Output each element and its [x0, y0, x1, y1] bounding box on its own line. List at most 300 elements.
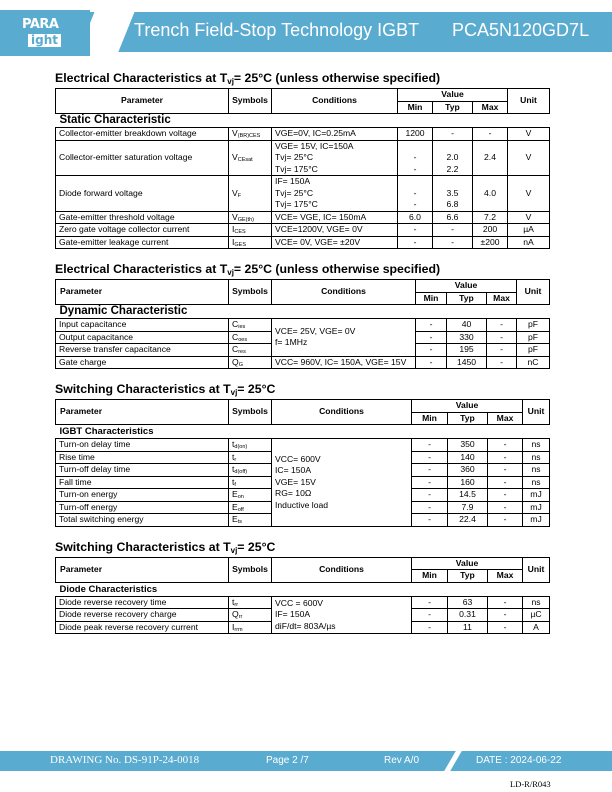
typ-value: 1450 — [456, 356, 477, 367]
section-title-suffix: = 25°C — [237, 382, 276, 396]
logo-text-bottom: ight — [28, 34, 61, 47]
typ-value: 140 — [460, 451, 475, 462]
max-cell: - — [488, 476, 523, 489]
typ-cell — [447, 344, 487, 357]
min-cell — [416, 331, 447, 344]
unit-cell: mJ — [523, 514, 550, 527]
symbol-base: Q — [232, 356, 239, 367]
symbol-cell — [229, 476, 272, 489]
unit-cell: A — [523, 621, 550, 634]
symbol-cell — [229, 489, 272, 502]
header-value: Value — [412, 557, 523, 570]
typ-cell — [448, 489, 488, 502]
unit-cell: pF — [517, 344, 550, 357]
header-parameter: Parameter — [56, 89, 229, 114]
symbol-cell — [229, 621, 272, 634]
max-cell: - — [487, 356, 517, 369]
header-conditions: Conditions — [272, 400, 412, 425]
symbol-cell — [229, 211, 272, 224]
symbol-cell — [229, 609, 272, 622]
typ-value: 14.5 — [459, 489, 476, 499]
max-cell: - — [487, 344, 517, 357]
header-min: Min — [412, 412, 448, 425]
typ-value: 63 — [462, 596, 473, 607]
min-cell — [398, 224, 433, 237]
conditions-cell — [272, 439, 412, 527]
conditions-cell — [272, 140, 398, 176]
subsection-row — [56, 425, 550, 439]
symbol-base: Q — [232, 609, 239, 619]
header-min: Min — [398, 101, 433, 114]
section-title — [55, 262, 612, 277]
typ-cell — [433, 176, 473, 212]
unit-cell: nC — [517, 356, 550, 369]
symbol-base: t — [232, 439, 235, 449]
typ-value: 350 — [460, 439, 475, 449]
header-typ: Typ — [447, 292, 487, 305]
footer-bar — [0, 751, 612, 771]
header-conditions: Conditions — [272, 280, 416, 305]
characteristics-tables — [0, 71, 612, 634]
min-cell — [412, 609, 448, 622]
section-title-prefix: Electrical Characteristics at T — [55, 262, 228, 276]
characteristics-table — [55, 557, 550, 635]
subsection-title: Static Characteristic — [56, 114, 550, 128]
max-cell: - — [488, 609, 523, 622]
symbol-subscript: CEsat — [237, 157, 253, 163]
unit-cell: ns — [523, 596, 550, 609]
header-min: Min — [416, 292, 447, 305]
symbol-cell — [229, 331, 272, 344]
typ-value: 330 — [459, 331, 474, 342]
max-cell: 4.0 — [473, 176, 508, 212]
max-cell: - — [488, 514, 523, 527]
table-row — [56, 211, 550, 224]
typ-value: 11 — [463, 621, 472, 632]
min-value — [401, 176, 429, 188]
condition-line: Tvj= 25°C — [275, 187, 314, 198]
characteristics-table — [55, 279, 550, 369]
symbol-subscript: F — [237, 192, 242, 199]
symbol-base: E — [232, 501, 238, 512]
condition-line: diF/dt= 803A/µs — [275, 620, 336, 631]
table-row — [56, 319, 550, 332]
min-cell — [412, 439, 448, 452]
symbol-cell — [229, 140, 272, 176]
form-code: LD-R/R043 — [510, 779, 551, 789]
parameter-cell: Input capacitance — [56, 319, 229, 332]
symbol-cell — [229, 464, 272, 477]
section-title-suffix: = 25°C — [237, 539, 276, 554]
condition-line: VCE= 25V, VGE= 0V — [275, 325, 356, 336]
condition-line: Tvj= 175°C — [275, 163, 318, 174]
min-cell — [416, 319, 447, 332]
table-row — [56, 224, 550, 237]
condition-line: Tvj= 175°C — [275, 199, 318, 209]
table-header-row — [56, 557, 550, 570]
symbol-base: C — [232, 331, 239, 342]
symbol-cell — [229, 128, 272, 141]
typ-value: - — [451, 224, 454, 234]
min-value: - — [413, 163, 417, 174]
section-title — [55, 382, 612, 397]
header-unit: Unit — [523, 400, 550, 425]
typ-cell — [448, 451, 488, 464]
header-unit: Unit — [517, 280, 550, 305]
unit-cell: V — [508, 211, 550, 224]
typ-value: 360 — [460, 464, 475, 474]
conditions-cell — [272, 128, 398, 141]
parameter-cell: Rise time — [56, 451, 229, 464]
header-typ: Typ — [433, 101, 473, 114]
unit-cell: ns — [523, 464, 550, 477]
min-cell — [398, 211, 433, 224]
table-row — [56, 140, 550, 176]
logo-text-top: PARA — [22, 17, 59, 32]
symbol-subscript: oes — [238, 336, 248, 343]
drawing-number: DRAWING No. DS-91P-24-0018 — [50, 754, 200, 766]
symbol-subscript: f — [234, 481, 236, 488]
symbol-cell — [229, 356, 272, 369]
symbol-cell — [229, 176, 272, 212]
min-value: - — [428, 439, 431, 449]
symbol-subscript: rr — [234, 601, 239, 608]
conditions-cell — [272, 319, 416, 357]
header-max: Max — [473, 101, 508, 114]
footer-divider — [444, 750, 463, 772]
condition-line: IF= 150A — [275, 176, 311, 186]
min-value: - — [413, 224, 417, 234]
condition-line: VCC = 600V — [275, 597, 324, 608]
section-title-subscript: vj — [227, 268, 234, 277]
subsection-title: IGBT Characteristics — [56, 425, 550, 439]
min-cell — [398, 128, 433, 141]
typ-value: 22.4 — [459, 514, 476, 524]
symbol-base: C — [232, 319, 239, 329]
min-value: - — [428, 596, 431, 607]
symbol-cell — [229, 319, 272, 332]
max-cell: 2.4 — [473, 140, 508, 176]
min-cell — [398, 236, 433, 249]
symbol-subscript: G — [238, 361, 243, 368]
typ-cell — [447, 356, 487, 369]
max-cell: - — [487, 319, 517, 332]
min-cell — [412, 476, 448, 489]
min-value: - — [428, 464, 431, 474]
parameter-cell: Turn-off energy — [56, 501, 229, 514]
unit-cell: mJ — [523, 501, 550, 514]
max-cell: - — [488, 596, 523, 609]
section-title-suffix: = 25°C (unless otherwise specified) — [233, 262, 441, 276]
parameter-cell: Reverse transfer capacitance — [56, 344, 229, 357]
parameter-cell: Total switching energy — [56, 514, 229, 527]
condition-line: VGE=0V, IC=0.25mA — [275, 128, 356, 138]
typ-value: 160 — [460, 476, 475, 487]
max-cell: - — [488, 451, 523, 464]
symbol-base: V — [232, 152, 238, 162]
symbol-base: t — [232, 451, 235, 462]
typ-value: - — [451, 128, 454, 138]
table-row — [56, 356, 550, 369]
typ-value: 6.6 — [446, 211, 459, 222]
section-title — [55, 71, 612, 86]
unit-cell: mJ — [523, 489, 550, 502]
characteristics-table — [55, 399, 550, 527]
section-title-prefix: Switching Characteristics at T — [55, 539, 231, 554]
typ-value: 7.9 — [461, 501, 474, 512]
parameter-cell: Turn-off delay time — [56, 464, 229, 477]
subsection-title: Dynamic Characteristic — [56, 305, 550, 319]
max-cell: 7.2 — [473, 211, 508, 224]
section-title-prefix: Switching Characteristics at T — [55, 382, 231, 396]
header-banner — [0, 12, 612, 52]
parameter-cell: Turn-on energy — [56, 489, 229, 502]
unit-cell: pF — [517, 319, 550, 332]
section-title-subscript: vj — [227, 77, 234, 86]
min-cell — [412, 451, 448, 464]
parameter-cell: Collector-emitter saturation voltage — [56, 140, 229, 176]
min-cell — [412, 621, 448, 634]
conditions-cell — [272, 224, 398, 237]
symbol-base: t — [232, 464, 235, 474]
condition-line: IF= 150A — [275, 609, 311, 619]
typ-value: 40 — [461, 319, 472, 329]
table-header-row — [56, 280, 550, 293]
typ-value: 195 — [459, 344, 474, 354]
symbol-subscript: res — [238, 349, 246, 355]
unit-cell: µC — [523, 609, 550, 622]
symbol-cell — [229, 451, 272, 464]
header-unit: Unit — [508, 89, 550, 114]
min-value: - — [413, 152, 417, 162]
symbol-cell — [229, 344, 272, 357]
symbol-subscript: CES — [234, 229, 246, 235]
min-value — [401, 141, 429, 153]
min-cell — [416, 356, 447, 369]
typ-cell — [448, 514, 488, 527]
min-value: - — [428, 476, 431, 487]
parameter-cell: Zero gate voltage collector current — [56, 224, 229, 237]
section-title-subscript: vj — [230, 388, 238, 397]
symbol-cell — [229, 596, 272, 609]
symbol-subscript: off — [237, 506, 244, 513]
conditions-cell — [272, 176, 398, 212]
conditions-cell — [272, 356, 416, 369]
typ-value — [436, 176, 469, 188]
symbol-subscript: GE(th) — [237, 216, 254, 223]
typ-cell — [447, 319, 487, 332]
parameter-cell: Turn-on delay time — [56, 439, 229, 452]
min-value: - — [413, 187, 417, 198]
min-cell — [398, 140, 433, 176]
symbol-subscript: (BR)CES — [237, 133, 261, 139]
parameter-cell: Diode reverse recovery time — [56, 596, 229, 609]
subsection-title: Diode Characteristics — [56, 582, 550, 596]
table-row — [56, 176, 550, 212]
header-value: Value — [398, 89, 508, 102]
table-row — [56, 439, 550, 452]
max-cell: 200 — [473, 224, 508, 237]
max-cell: - — [488, 464, 523, 477]
condition-line: VCE=1200V, VGE= 0V — [275, 224, 363, 234]
typ-value: 0.31 — [459, 609, 476, 619]
condition-line: VCE= VGE, IC= 150mA — [275, 211, 367, 222]
max-cell: - — [487, 331, 517, 344]
parameter-cell: Diode peak reverse recovery current — [56, 621, 229, 634]
section-title-subscript: vj — [230, 545, 238, 555]
unit-cell: V — [508, 176, 550, 212]
header-symbols: Symbols — [229, 400, 272, 425]
min-cell — [412, 501, 448, 514]
document-title: Trench Field-Stop Technology IGBT — [134, 20, 420, 40]
characteristics-table — [55, 88, 550, 249]
header-max: Max — [487, 292, 517, 305]
min-value: - — [429, 344, 433, 354]
typ-cell — [448, 621, 488, 634]
condition-line: Tvj= 25°C — [275, 152, 314, 162]
symbol-base: I — [232, 236, 235, 247]
header-value: Value — [416, 280, 517, 293]
header-parameter: Parameter — [56, 400, 229, 425]
min-value: - — [428, 489, 431, 499]
typ-cell — [433, 211, 473, 224]
table-row — [56, 128, 550, 141]
table-header-row — [56, 89, 550, 102]
min-value: - — [428, 609, 431, 619]
max-cell: - — [488, 621, 523, 634]
header-symbols: Symbols — [229, 557, 272, 582]
min-cell — [412, 596, 448, 609]
part-number: PCA5N120GD7L — [452, 20, 590, 40]
typ-cell — [448, 439, 488, 452]
symbol-cell — [229, 514, 272, 527]
min-cell — [398, 176, 433, 212]
min-value: - — [429, 356, 433, 367]
typ-value: 2.2 — [446, 163, 459, 174]
subsection-row — [56, 305, 550, 319]
max-cell: - — [488, 501, 523, 514]
header-symbols: Symbols — [229, 280, 272, 305]
condition-line: VGE= 15V, IC=150A — [275, 140, 354, 151]
company-logo — [22, 18, 68, 46]
condition-line: VCC= 600V — [275, 453, 321, 464]
unit-cell: µA — [508, 224, 550, 237]
condition-line: Inductive load — [275, 499, 329, 510]
typ-cell — [433, 236, 473, 249]
header-parameter: Parameter — [56, 280, 229, 305]
min-cell — [412, 464, 448, 477]
unit-cell: pF — [517, 331, 550, 344]
symbol-subscript: rrm — [234, 626, 243, 633]
min-cell — [412, 514, 448, 527]
symbol-subscript: r — [234, 456, 237, 463]
subsection-row — [56, 114, 550, 128]
symbol-base: t — [232, 596, 235, 607]
min-value: 6.0 — [409, 211, 421, 222]
symbol-base: V — [232, 211, 238, 222]
unit-cell: ns — [523, 451, 550, 464]
min-value: - — [429, 319, 433, 329]
parameter-cell: Gate charge — [56, 356, 229, 369]
revision: Rev A/0 — [384, 755, 420, 766]
parameter-cell: Fall time — [56, 476, 229, 489]
min-cell — [412, 489, 448, 502]
min-value: - — [413, 236, 417, 247]
unit-cell: nA — [508, 236, 550, 249]
typ-cell — [433, 224, 473, 237]
symbol-cell — [229, 224, 272, 237]
min-value: - — [429, 331, 433, 342]
typ-cell — [448, 609, 488, 622]
symbol-cell — [229, 236, 272, 249]
parameter-cell: Output capacitance — [56, 331, 229, 344]
conditions-cell — [272, 211, 398, 224]
min-value: - — [413, 199, 417, 209]
typ-cell — [448, 476, 488, 489]
typ-value: 3.5 — [446, 187, 459, 198]
typ-value: 2.0 — [446, 152, 459, 162]
symbol-subscript: ts — [237, 519, 243, 525]
header-symbols: Symbols — [229, 89, 272, 114]
date: DATE : 2024-06-22 — [476, 755, 562, 766]
symbol-cell — [229, 501, 272, 514]
header-min: Min — [412, 570, 448, 583]
header-typ: Typ — [448, 412, 488, 425]
symbol-subscript: rr — [238, 614, 243, 620]
conditions-cell — [272, 236, 398, 249]
typ-cell — [448, 501, 488, 514]
condition-line: VCC= 960V, IC= 150A, VGE= 15V — [275, 356, 407, 367]
typ-cell — [447, 331, 487, 344]
condition-line: f= 1MHz — [275, 337, 308, 348]
header-value: Value — [412, 400, 523, 413]
symbol-base: E — [232, 489, 238, 499]
symbol-base: I — [232, 224, 235, 234]
condition-line: RG= 10Ω — [275, 488, 312, 498]
min-value: - — [428, 451, 431, 462]
min-value: - — [428, 621, 431, 632]
symbol-subscript: on — [237, 494, 244, 500]
symbol-base: C — [232, 344, 239, 354]
symbol-base: E — [232, 514, 238, 524]
parameter-cell: Gate-emitter threshold voltage — [56, 211, 229, 224]
max-cell: ±200 — [473, 236, 508, 249]
header-conditions: Conditions — [272, 557, 412, 582]
unit-cell: ns — [523, 439, 550, 452]
symbol-base: t — [232, 476, 235, 487]
page-number: Page 2 /7 — [266, 755, 309, 766]
subsection-row — [56, 582, 550, 596]
typ-cell — [433, 128, 473, 141]
symbol-base: V — [232, 187, 238, 198]
parameter-cell: Gate-emitter leakage current — [56, 236, 229, 249]
conditions-cell — [272, 596, 412, 634]
header-max: Max — [488, 412, 523, 425]
max-cell: - — [488, 489, 523, 502]
typ-cell — [448, 464, 488, 477]
header-unit: Unit — [523, 557, 550, 582]
max-cell: - — [473, 128, 508, 141]
condition-line: VGE= 15V — [275, 476, 316, 487]
min-value: 1200 — [405, 128, 425, 138]
symbol-subscript: d(off) — [234, 469, 248, 475]
section-title — [55, 540, 612, 555]
symbol-base: I — [232, 621, 235, 632]
typ-value — [436, 141, 469, 153]
typ-cell — [433, 140, 473, 176]
max-cell: - — [488, 439, 523, 452]
min-cell — [416, 344, 447, 357]
